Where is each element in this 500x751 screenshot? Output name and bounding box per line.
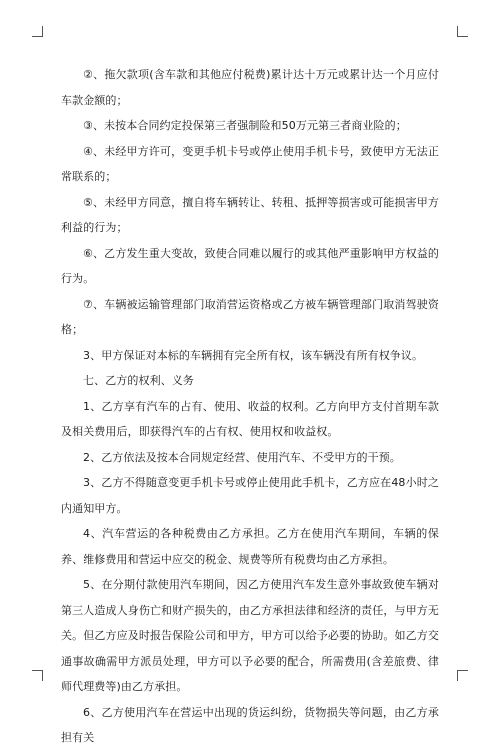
paragraph: 4、汽车营运的各种税费由乙方承担。乙方在使用汽车期间，车辆的保养、维修费用和营运中应交的税金、规费等所有税费均由乙方承担。 [61,527,439,566]
paragraph: 1、乙方享有汽车的占有、使用、收益的权利。乙方向甲方支付首期车款及相关费用后，即获得汽车的占有权、使用权和收益权。 [61,399,439,438]
paragraph: ⑤、未经甲方同意，擅自将车辆转让、转租、抵押等损害或可能损害甲方利益的行为； [61,195,439,234]
paragraph: 5、在分期付款使用汽车期间，因乙方使用汽车发生意外事故致使车辆对第三人造成人身伤亡和财产损失的，由乙方承担法律和经济的责任，与甲方无关。但乙方应及时报告保险公司和甲方，甲方可以给予必要的协助。如乙方交通事故确需甲方派员处理，甲方可以予必要的配合，所需费用(含差旅费、律师代理费等)由乙方承担。 [61,578,439,693]
paragraph: ④、未经甲方许可，变更手机卡号或停止使用手机卡号，致使甲方无法正常联系的； [61,144,439,183]
paragraph: ⑥、乙方发生重大变故，致使合同难以履行的或其他严重影响甲方权益的行为。 [61,246,439,285]
crop-mark-bottom-left [32,670,43,681]
section-heading: 七、乙方的权利、义务 [83,374,194,387]
paragraph: ③、未按本合同约定投保第三者强制险和50万元第三者商业险的； [83,119,407,132]
document-body [61,62,439,751]
paragraph: 2、乙方依法及按本合同规定经营、使用汽车、不受甲方的干预。 [83,450,401,464]
crop-mark-top-right [457,26,468,37]
crop-mark-top-left [32,26,43,37]
paragraph: ⑦、车辆被运输管理部门取消营运资格或乙方被车辆管理部门取消驾驶资格； [61,297,439,336]
paragraph: 3、乙方不得随意变更手机卡号或停止使用此手机卡，乙方应在48小时之内通知甲方。 [61,476,439,515]
paragraph: 3、甲方保证对本标的车辆拥有完全所有权，该车辆没有所有权争议。 [83,348,424,362]
crop-mark-bottom-right [457,670,468,681]
paragraph: ②、拖欠款项(含车款和其他应付税费)累计达十万元或累计达一个月应付车款金额的； [61,68,439,107]
paragraph: 6、乙方使用汽车在营运中出现的货运纠纷，货物损失等问题，由乙方承担有关 [61,705,439,744]
